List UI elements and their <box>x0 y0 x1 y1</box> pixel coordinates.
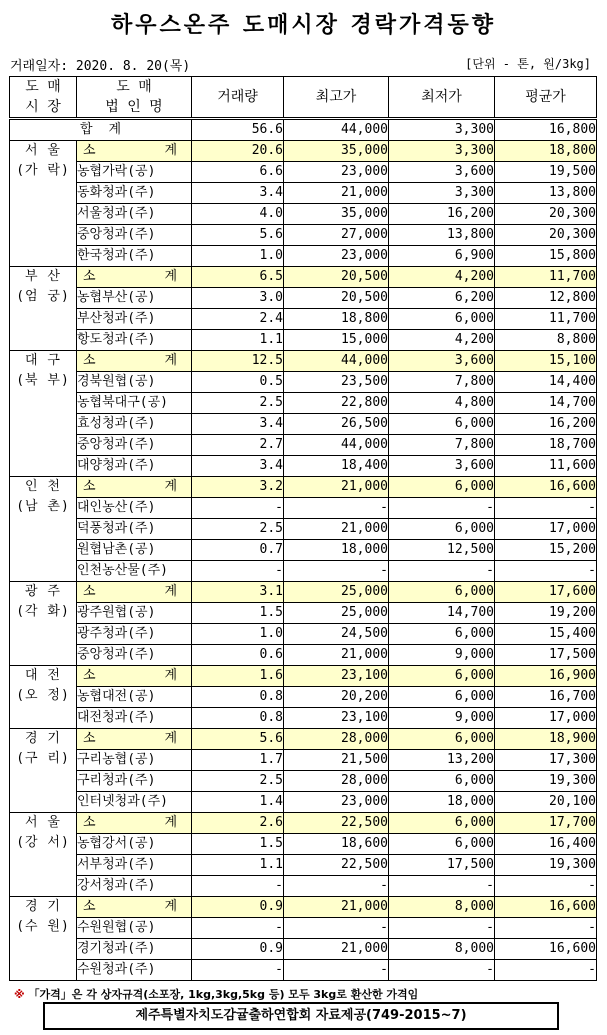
min-price-cell: 4,200 <box>389 330 495 351</box>
region-cell: 서 울 (가 락) <box>10 141 77 267</box>
region-cell: 서 울 (강 서) <box>10 813 77 897</box>
corporation-cell: 대양청과(주) <box>77 456 192 477</box>
table-row <box>10 246 597 267</box>
footnote-mark: ※ <box>14 988 25 1001</box>
page-title: 하우스온주 도매시장 경락가격동향 <box>110 13 497 38</box>
volume-cell: - <box>192 876 284 897</box>
subtotal-row <box>10 729 597 750</box>
corporation-cell: 소 계 <box>77 267 192 288</box>
min-price-cell: 9,000 <box>389 645 495 666</box>
avg-price-cell: 15,800 <box>495 246 597 267</box>
volume-cell: 0.5 <box>192 372 284 393</box>
volume-cell: 1.5 <box>192 603 284 624</box>
volume-cell: 12.5 <box>192 351 284 372</box>
max-price-cell: 44,000 <box>284 351 389 372</box>
volume-cell: 0.8 <box>192 687 284 708</box>
table-row <box>10 876 597 897</box>
max-price-cell: 18,400 <box>284 456 389 477</box>
corporation-cell: 경기청과(주) <box>77 939 192 960</box>
volume-cell: 6.6 <box>192 162 284 183</box>
min-price-cell: 8,000 <box>389 897 495 918</box>
min-price-cell: 16,200 <box>389 204 495 225</box>
min-price-cell: 13,200 <box>389 750 495 771</box>
max-price-cell: 18,800 <box>284 309 389 330</box>
avg-price-cell: 16,600 <box>495 897 597 918</box>
table-row <box>10 330 597 351</box>
avg-price-cell: 18,900 <box>495 729 597 750</box>
table-row <box>10 519 597 540</box>
corporation-cell: 한국청과(주) <box>77 246 192 267</box>
avg-price-cell: 20,300 <box>495 225 597 246</box>
max-price-cell: - <box>284 561 389 582</box>
min-price-cell: 3,600 <box>389 351 495 372</box>
max-price-cell: - <box>284 918 389 939</box>
min-price-cell: 6,000 <box>389 771 495 792</box>
volume-cell: 3.1 <box>192 582 284 603</box>
corporation-cell: 수원청과(주) <box>77 960 192 981</box>
min-price-cell: 6,000 <box>389 309 495 330</box>
max-price-cell: 21,000 <box>284 897 389 918</box>
subtotal-row <box>10 666 597 687</box>
header-corporation: 도 매 법 인 명 <box>77 77 192 119</box>
table-row <box>10 708 597 729</box>
region-cell: 경 기 (수 원) <box>10 897 77 981</box>
corporation-cell: 강서청과(주) <box>77 876 192 897</box>
corporation-cell: 소 계 <box>77 477 192 498</box>
avg-price-cell: 16,200 <box>495 414 597 435</box>
table-row <box>10 687 597 708</box>
corporation-cell: 소 계 <box>77 729 192 750</box>
avg-price-cell: 14,700 <box>495 393 597 414</box>
max-price-cell: 22,800 <box>284 393 389 414</box>
max-price-cell: 20,500 <box>284 267 389 288</box>
footnote-text: 「가격」은 각 상자규격(소포장, 1kg,3kg,5kg 등) 모두 3kg로 환산한 가격임 <box>24 988 419 1001</box>
subtotal-row <box>10 267 597 288</box>
subtotal-row <box>10 351 597 372</box>
min-price-cell: 6,000 <box>389 624 495 645</box>
avg-price-cell: 11,700 <box>495 309 597 330</box>
volume-cell: 0.9 <box>192 897 284 918</box>
footnote <box>14 986 418 1002</box>
avg-price-cell: 16,600 <box>495 939 597 960</box>
corporation-cell: 농협부산(공) <box>77 288 192 309</box>
min-price-cell: 6,000 <box>389 414 495 435</box>
corporation-cell: 덕풍청과(주) <box>77 519 192 540</box>
corporation-cell: 소 계 <box>77 813 192 834</box>
min-price-cell: 6,900 <box>389 246 495 267</box>
max-price-cell: 15,000 <box>284 330 389 351</box>
table-row <box>10 183 597 204</box>
min-price-cell: 3,300 <box>389 141 495 162</box>
total-avg: 16,800 <box>495 119 597 141</box>
region-cell: 대 구 (북 부) <box>10 351 77 477</box>
min-price-cell: 12,500 <box>389 540 495 561</box>
volume-cell: 1.7 <box>192 750 284 771</box>
max-price-cell: - <box>284 498 389 519</box>
max-price-cell: 23,000 <box>284 792 389 813</box>
volume-cell: 1.0 <box>192 246 284 267</box>
corporation-cell: 항도청과(주) <box>77 330 192 351</box>
avg-price-cell: 16,600 <box>495 477 597 498</box>
max-price-cell: 23,000 <box>284 246 389 267</box>
volume-cell: 1.1 <box>192 330 284 351</box>
max-price-cell: 18,600 <box>284 834 389 855</box>
avg-price-cell: 17,000 <box>495 519 597 540</box>
max-price-cell: 28,000 <box>284 771 389 792</box>
volume-cell: 0.7 <box>192 540 284 561</box>
corporation-cell: 구리농협(공) <box>77 750 192 771</box>
min-price-cell: 6,000 <box>389 834 495 855</box>
min-price-cell: 4,800 <box>389 393 495 414</box>
table-row <box>10 204 597 225</box>
max-price-cell: 20,200 <box>284 687 389 708</box>
min-price-cell: 6,000 <box>389 666 495 687</box>
volume-cell: 3.0 <box>192 288 284 309</box>
table-row <box>10 309 597 330</box>
corporation-cell: 수원원협(공) <box>77 918 192 939</box>
min-price-cell: 6,000 <box>389 729 495 750</box>
avg-price-cell: 17,300 <box>495 750 597 771</box>
table-row <box>10 603 597 624</box>
table-row <box>10 624 597 645</box>
avg-price-cell: 11,600 <box>495 456 597 477</box>
corporation-cell: 인천농산물(주) <box>77 561 192 582</box>
min-price-cell: - <box>389 918 495 939</box>
table-row <box>10 855 597 876</box>
region-cell: 대 전 (오 정) <box>10 666 77 729</box>
volume-cell: 1.1 <box>192 855 284 876</box>
avg-price-cell: 16,700 <box>495 687 597 708</box>
volume-cell: 2.5 <box>192 519 284 540</box>
table-row <box>10 939 597 960</box>
avg-price-cell: 19,500 <box>495 162 597 183</box>
volume-cell: 6.5 <box>192 267 284 288</box>
volume-cell: 2.5 <box>192 771 284 792</box>
volume-cell: 3.2 <box>192 477 284 498</box>
avg-price-cell: 15,100 <box>495 351 597 372</box>
subtotal-row <box>10 582 597 603</box>
max-price-cell: 20,500 <box>284 288 389 309</box>
avg-price-cell: 19,300 <box>495 855 597 876</box>
volume-cell: 3.4 <box>192 183 284 204</box>
avg-price-cell: 17,500 <box>495 645 597 666</box>
subtotal-row <box>10 477 597 498</box>
volume-cell: 0.8 <box>192 708 284 729</box>
table-row <box>10 792 597 813</box>
volume-cell: 5.6 <box>192 729 284 750</box>
avg-price-cell: 20,300 <box>495 204 597 225</box>
table-row <box>10 456 597 477</box>
avg-price-cell: - <box>495 918 597 939</box>
max-price-cell: - <box>284 960 389 981</box>
volume-cell: 0.6 <box>192 645 284 666</box>
max-price-cell: 21,500 <box>284 750 389 771</box>
min-price-cell: 3,600 <box>389 456 495 477</box>
corporation-cell: 광주원협(공) <box>77 603 192 624</box>
subtotal-row <box>10 813 597 834</box>
table-row <box>10 918 597 939</box>
table-row <box>10 645 597 666</box>
max-price-cell: 22,500 <box>284 855 389 876</box>
min-price-cell: 7,800 <box>389 435 495 456</box>
max-price-cell: 23,100 <box>284 666 389 687</box>
corporation-cell: 중앙청과(주) <box>77 645 192 666</box>
header-region: 도 매 시 장 <box>10 77 77 119</box>
min-price-cell: 6,000 <box>389 813 495 834</box>
max-price-cell: 28,000 <box>284 729 389 750</box>
total-min: 3,300 <box>389 119 495 141</box>
volume-cell: 2.5 <box>192 393 284 414</box>
max-price-cell: 21,000 <box>284 519 389 540</box>
volume-cell: - <box>192 498 284 519</box>
max-price-cell: 21,000 <box>284 183 389 204</box>
volume-cell: 1.4 <box>192 792 284 813</box>
min-price-cell: 7,800 <box>389 372 495 393</box>
min-price-cell: - <box>389 960 495 981</box>
unit-label: [단위 - 톤, 원/3kg] <box>465 57 591 71</box>
min-price-cell: 6,000 <box>389 519 495 540</box>
table-row <box>10 393 597 414</box>
table-row <box>10 162 597 183</box>
avg-price-cell: 16,900 <box>495 666 597 687</box>
volume-cell: 2.4 <box>192 309 284 330</box>
max-price-cell: 44,000 <box>284 435 389 456</box>
price-table <box>9 76 597 981</box>
avg-price-cell: - <box>495 561 597 582</box>
max-price-cell: 23,500 <box>284 372 389 393</box>
avg-price-cell: - <box>495 960 597 981</box>
trade-date: 거래일자: 2020. 8. 20(목) <box>10 59 191 74</box>
avg-price-cell: 19,300 <box>495 771 597 792</box>
volume-cell: 0.9 <box>192 939 284 960</box>
avg-price-cell: 18,800 <box>495 141 597 162</box>
table-header-row <box>10 77 597 119</box>
avg-price-cell: 12,800 <box>495 288 597 309</box>
max-price-cell: 21,000 <box>284 939 389 960</box>
min-price-cell: 17,500 <box>389 855 495 876</box>
corporation-cell: 부산청과(주) <box>77 309 192 330</box>
min-price-cell: - <box>389 561 495 582</box>
volume-cell: - <box>192 960 284 981</box>
max-price-cell: 25,000 <box>284 603 389 624</box>
table-row <box>10 225 597 246</box>
volume-cell: 1.0 <box>192 624 284 645</box>
volume-cell: 3.4 <box>192 414 284 435</box>
avg-price-cell: - <box>495 498 597 519</box>
corporation-cell: 중앙청과(주) <box>77 435 192 456</box>
avg-price-cell: - <box>495 876 597 897</box>
volume-cell: 2.7 <box>192 435 284 456</box>
header-max-price: 최고가 <box>284 77 389 119</box>
volume-cell: 3.4 <box>192 456 284 477</box>
avg-price-cell: 15,200 <box>495 540 597 561</box>
volume-cell: - <box>192 561 284 582</box>
max-price-cell: 24,500 <box>284 624 389 645</box>
corporation-cell: 농협가락(공) <box>77 162 192 183</box>
total-volume: 56.6 <box>192 119 284 141</box>
min-price-cell: 9,000 <box>389 708 495 729</box>
volume-cell: 5.6 <box>192 225 284 246</box>
corporation-cell: 소 계 <box>77 666 192 687</box>
subtotal-row <box>10 141 597 162</box>
min-price-cell: 18,000 <box>389 792 495 813</box>
avg-price-cell: 19,200 <box>495 603 597 624</box>
min-price-cell: 6,200 <box>389 288 495 309</box>
total-label: 합 계 <box>10 119 192 141</box>
volume-cell: 1.6 <box>192 666 284 687</box>
max-price-cell: 35,000 <box>284 204 389 225</box>
corporation-cell: 효성청과(주) <box>77 414 192 435</box>
region-cell: 광 주 (각 화) <box>10 582 77 666</box>
max-price-cell: 35,000 <box>284 141 389 162</box>
table-row <box>10 771 597 792</box>
corporation-cell: 대인농산(주) <box>77 498 192 519</box>
corporation-cell: 농협북대구(공) <box>77 393 192 414</box>
volume-cell: 20.6 <box>192 141 284 162</box>
corporation-cell: 농협대전(공) <box>77 687 192 708</box>
table-row <box>10 372 597 393</box>
max-price-cell: 22,500 <box>284 813 389 834</box>
table-row <box>10 834 597 855</box>
max-price-cell: 21,000 <box>284 645 389 666</box>
min-price-cell: 3,300 <box>389 183 495 204</box>
table-row <box>10 960 597 981</box>
header-volume: 거래량 <box>192 77 284 119</box>
total-max: 44,000 <box>284 119 389 141</box>
volume-cell: - <box>192 918 284 939</box>
corporation-cell: 원협남촌(공) <box>77 540 192 561</box>
avg-price-cell: 17,700 <box>495 813 597 834</box>
avg-price-cell: 17,000 <box>495 708 597 729</box>
min-price-cell: - <box>389 876 495 897</box>
corporation-cell: 서부청과(주) <box>77 855 192 876</box>
volume-cell: 2.6 <box>192 813 284 834</box>
avg-price-cell: 18,700 <box>495 435 597 456</box>
min-price-cell: 4,200 <box>389 267 495 288</box>
avg-price-cell: 17,600 <box>495 582 597 603</box>
min-price-cell: 6,000 <box>389 477 495 498</box>
avg-price-cell: 13,800 <box>495 183 597 204</box>
volume-cell: 4.0 <box>192 204 284 225</box>
region-cell: 경 기 (구 리) <box>10 729 77 813</box>
max-price-cell: 27,000 <box>284 225 389 246</box>
avg-price-cell: 20,100 <box>495 792 597 813</box>
header-min-price: 최저가 <box>389 77 495 119</box>
table-row <box>10 750 597 771</box>
max-price-cell: - <box>284 876 389 897</box>
min-price-cell: 14,700 <box>389 603 495 624</box>
corporation-cell: 소 계 <box>77 351 192 372</box>
region-cell: 인 천 (남 촌) <box>10 477 77 582</box>
min-price-cell: 8,000 <box>389 939 495 960</box>
min-price-cell: - <box>389 498 495 519</box>
data-source: 제주특별자치도감귤출하연합회 자료제공(749-2015~7) <box>43 1002 559 1030</box>
corporation-cell: 구리청과(주) <box>77 771 192 792</box>
corporation-cell: 광주청과(주) <box>77 624 192 645</box>
max-price-cell: 26,500 <box>284 414 389 435</box>
table-row <box>10 540 597 561</box>
max-price-cell: 18,000 <box>284 540 389 561</box>
total-row <box>10 119 597 141</box>
min-price-cell: 13,800 <box>389 225 495 246</box>
header-avg-price: 평균가 <box>495 77 597 119</box>
volume-cell: 1.5 <box>192 834 284 855</box>
avg-price-cell: 11,700 <box>495 267 597 288</box>
corporation-cell: 중앙청과(주) <box>77 225 192 246</box>
table-row <box>10 561 597 582</box>
table-row <box>10 435 597 456</box>
min-price-cell: 6,000 <box>389 582 495 603</box>
subtotal-row <box>10 897 597 918</box>
max-price-cell: 21,000 <box>284 477 389 498</box>
corporation-cell: 경북원협(공) <box>77 372 192 393</box>
table-row <box>10 498 597 519</box>
max-price-cell: 23,100 <box>284 708 389 729</box>
table-row <box>10 288 597 309</box>
region-cell: 부 산 (엄 궁) <box>10 267 77 351</box>
corporation-cell: 서울청과(주) <box>77 204 192 225</box>
avg-price-cell: 14,400 <box>495 372 597 393</box>
min-price-cell: 3,600 <box>389 162 495 183</box>
corporation-cell: 소 계 <box>77 141 192 162</box>
avg-price-cell: 16,400 <box>495 834 597 855</box>
corporation-cell: 대전청과(주) <box>77 708 192 729</box>
corporation-cell: 소 계 <box>77 897 192 918</box>
avg-price-cell: 15,400 <box>495 624 597 645</box>
corporation-cell: 소 계 <box>77 582 192 603</box>
corporation-cell: 동화청과(주) <box>77 183 192 204</box>
table-row <box>10 414 597 435</box>
corporation-cell: 인터넷청과(주) <box>77 792 192 813</box>
avg-price-cell: 8,800 <box>495 330 597 351</box>
max-price-cell: 25,000 <box>284 582 389 603</box>
min-price-cell: 6,000 <box>389 687 495 708</box>
max-price-cell: 23,000 <box>284 162 389 183</box>
corporation-cell: 농협강서(공) <box>77 834 192 855</box>
